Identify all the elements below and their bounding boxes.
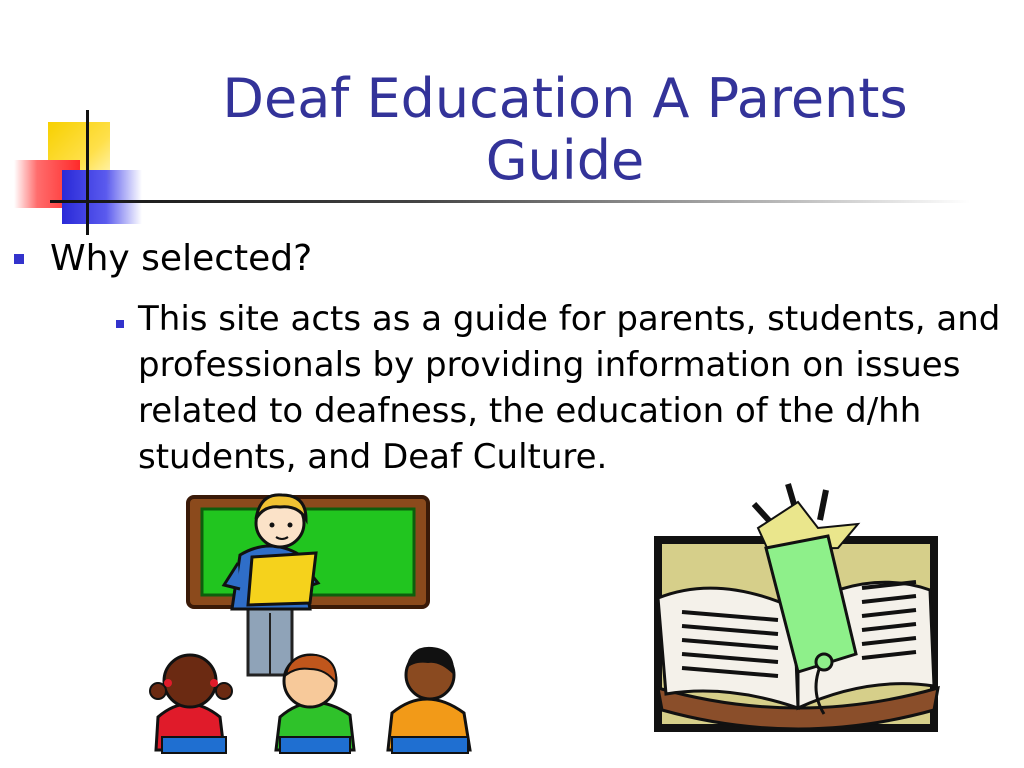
sub-bullet-text: This site acts as a guide for parents, students, and professionals by providing information on issues related to deafness, the education of the d/hh students, and Deaf Culture.	[138, 299, 1001, 477]
corner-decoration	[0, 100, 170, 240]
teacher-and-students-clipart	[140, 485, 500, 760]
bullet-text: Why selected?	[50, 238, 313, 279]
sub-bullet-square-icon	[116, 320, 124, 328]
title-divider	[50, 200, 970, 203]
blue-square	[62, 170, 142, 224]
open-book-clipart	[648, 478, 948, 748]
slide-title: Deaf Education A Parents Guide	[222, 67, 908, 192]
vertical-rule	[86, 110, 89, 235]
bullet-square-icon	[14, 254, 24, 264]
